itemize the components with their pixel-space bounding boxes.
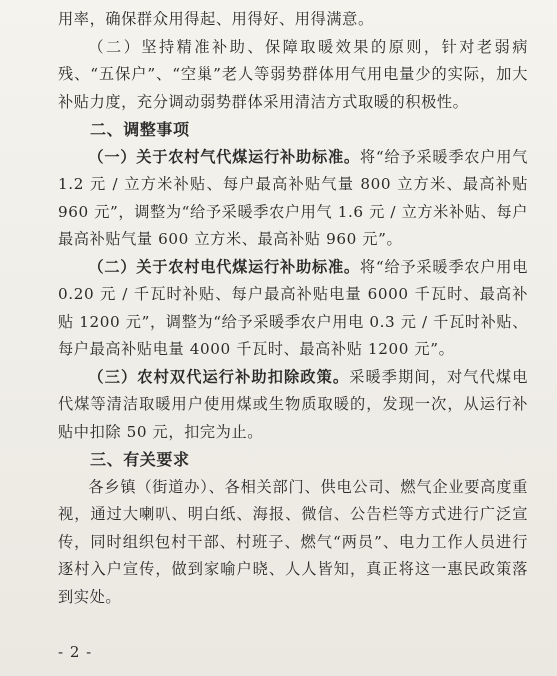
item-body-deduction: 采暖季期间，对气代煤电代煤等清洁取暖用户使用煤或生物质取暖的，发现一次，从运行补贴中扣除 50 元，扣完为止。: [58, 367, 528, 441]
paragraph-electric-subsidy: [58, 254, 528, 364]
item-title-electric: （二）关于农村电代煤运行补助标准。: [88, 257, 360, 276]
item-title-deduction: （三）农村双代运行补助扣除政策。: [88, 367, 350, 386]
section-heading-adjustments: 二、调整事项: [90, 120, 190, 139]
paragraph-gas-subsidy: [58, 144, 528, 254]
item-body-gas: 将“给予采暖季农户用气 1.2 元 / 立方米补贴、每户最高补贴气量 800 立方米、最高补贴 960 元”，调整为“给予采暖季农户用气 1.6 元 / 立方米补贴、每户最高补贴气量 600 立方米、最高补贴 960 元”。: [58, 147, 529, 248]
document-body: [58, 6, 528, 611]
item-body-electric: 将“给予采暖季农户用电 0.20 元 / 千瓦时补贴、每户最高补贴电量 6000 千瓦时、最高补贴 1200 元”，调整为“给予采暖季农户用电 0.3 元 / 千瓦时补贴、每户最高补贴电量 4000 千瓦时、最高补贴 1200 元”。: [58, 257, 529, 358]
section-heading-requirements: 三、有关要求: [90, 450, 190, 469]
paragraph-principle-2: （二）坚持精准补助、保障取暖效果的原则，针对老弱病残、“五保户”、“空巢”老人等弱势群体用气用电量少的实际，加大补贴力度，充分调动弱势群体采用清洁方式取暖的积极性。: [58, 37, 528, 111]
paragraph-continuation: 用率，确保群众用得起、用得好、用得满意。: [58, 10, 374, 28]
paragraph-deduction-policy: [58, 364, 528, 447]
page-number: - 2 -: [58, 643, 93, 661]
paragraph-requirements: 各乡镇（街道办）、各相关部门、供电公司、燃气企业要高度重视，通过大喇叭、明白纸、海报、微信、公告栏等方式进行广泛宣传，同时组织包村干部、村班子、燃气“两员”、电力工作人员进行逐村入户宣传，做到家喻户晓、人人皆知，真正将这一惠民政策落到实处。: [58, 477, 528, 606]
item-title-gas: （一）关于农村气代煤运行补助标准。: [88, 147, 360, 166]
